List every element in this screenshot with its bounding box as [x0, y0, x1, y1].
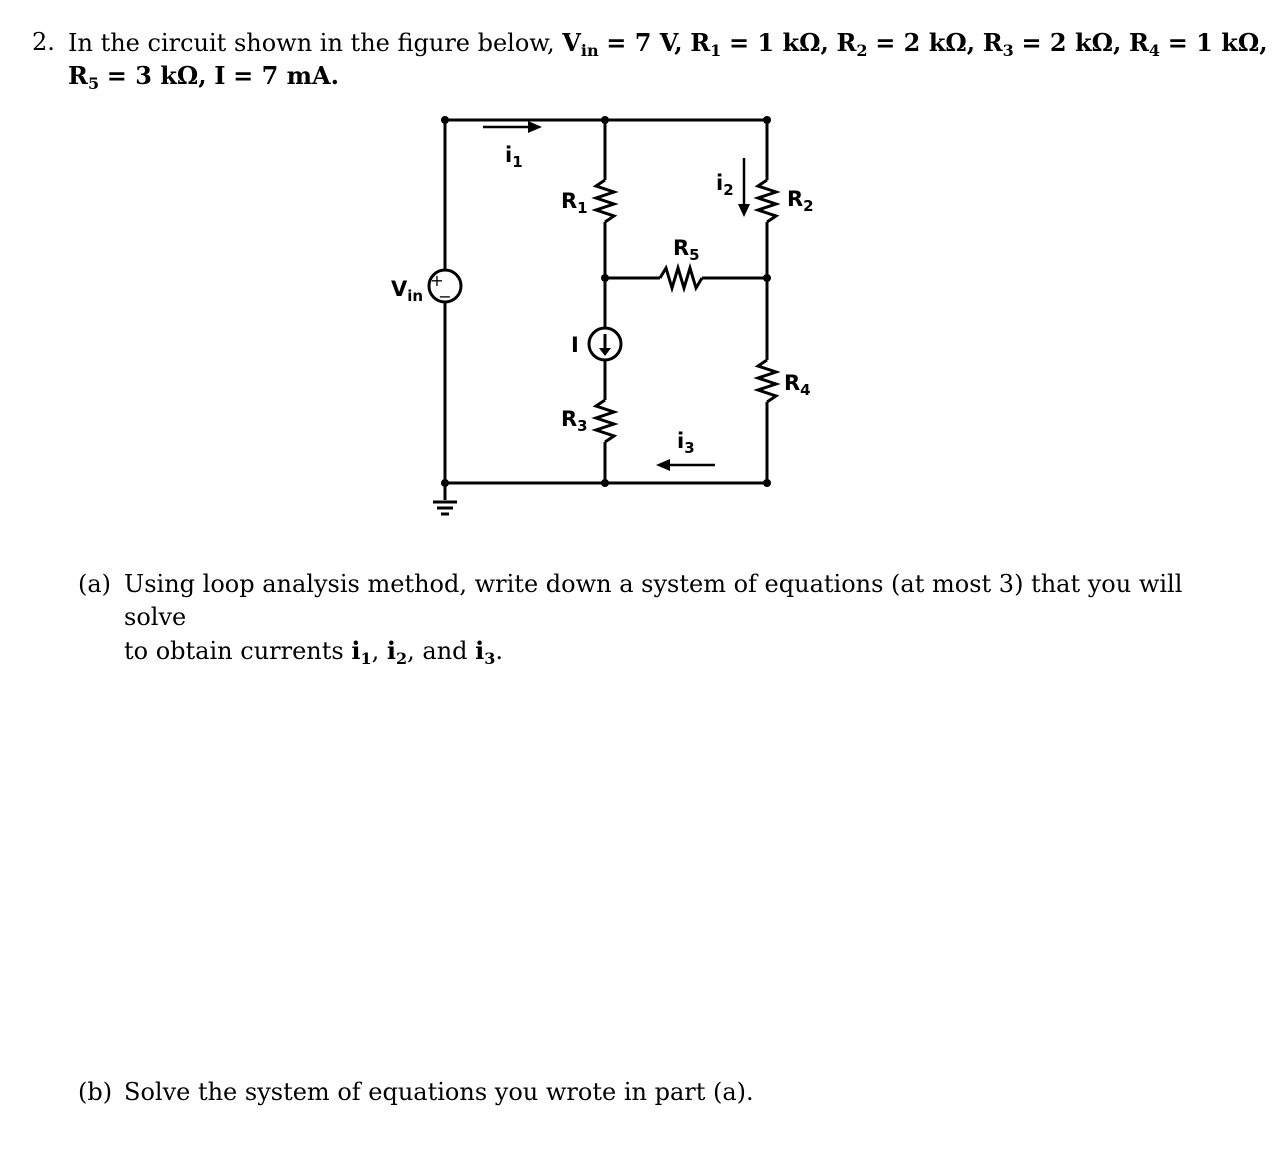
node-bottom-left	[441, 479, 449, 487]
node-top-left	[441, 116, 449, 124]
i3-label: $i_3$	[677, 429, 695, 457]
r1-label: $R_1$	[561, 189, 588, 217]
r4-label: $R_4$	[784, 371, 811, 399]
current-source-arrowhead	[599, 348, 611, 356]
given-r1-value: = 1 kΩ,	[728, 28, 829, 57]
given-r3-value: = 2 kΩ,	[1021, 28, 1122, 57]
given-r4: $R_4$	[1128, 28, 1161, 60]
node-bottom-mid	[601, 479, 609, 487]
i3-arrowhead	[656, 459, 670, 471]
i-source-label: I	[571, 333, 579, 357]
node-mid-left	[601, 274, 609, 282]
i2-label: $i_2$	[716, 171, 734, 199]
r2-resistor	[758, 180, 776, 222]
r5-resistor	[660, 268, 702, 288]
node-top-mid	[601, 116, 609, 124]
part-a-line-1: Using loop analysis method, write down a system of equations (at most 3) that you will solve	[124, 570, 1183, 631]
i2-arrowhead	[738, 204, 750, 217]
given-r4-value: = 1 kΩ,	[1167, 28, 1268, 57]
i1-label: $i_1$	[505, 143, 523, 171]
part-b-text: Solve the system of equations you wrote in part (a).	[124, 1078, 754, 1106]
part-a-line-2: to obtain currents $i_1$, $i_2$, and $i_3$.	[124, 636, 504, 668]
r3-label: $R_3$	[561, 407, 588, 435]
given-i-value: = 7 mA.	[233, 61, 340, 90]
given-r5: $R_5$	[68, 61, 100, 93]
r2-label: $R_2$	[787, 187, 814, 215]
r3-resistor	[596, 400, 614, 442]
given-r3: $R_3$	[982, 28, 1014, 60]
r5-label: $R_5$	[673, 236, 700, 264]
r1-resistor	[596, 180, 614, 222]
node-bottom-right	[763, 479, 771, 487]
given-r1: $R_1$	[690, 28, 722, 60]
minus-sign: −	[438, 287, 452, 306]
vin-label: $V_{in}$	[391, 277, 424, 305]
given-vin: $V_{in}$	[562, 28, 599, 60]
given-r2: $R_2$	[836, 28, 868, 60]
part-b-label: (b)	[78, 1078, 113, 1106]
given-vin-value: = 7 V,	[606, 28, 683, 57]
i1-arrowhead	[528, 121, 542, 133]
node-mid-right	[763, 274, 771, 282]
node-top-right	[763, 116, 771, 124]
problem-number: 2.	[32, 28, 55, 56]
given-i: I	[214, 61, 226, 90]
given-r5-value: = 3 kΩ,	[106, 61, 207, 90]
circuit-diagram	[0, 0, 1288, 540]
r4-resistor	[758, 360, 776, 402]
plus-sign: +	[430, 271, 444, 290]
problem-intro: In the circuit shown in the figure below,	[68, 29, 555, 57]
part-a-label: (a)	[78, 570, 112, 598]
given-r2-value: = 2 kΩ,	[875, 28, 976, 57]
part-a-text	[124, 568, 1248, 668]
